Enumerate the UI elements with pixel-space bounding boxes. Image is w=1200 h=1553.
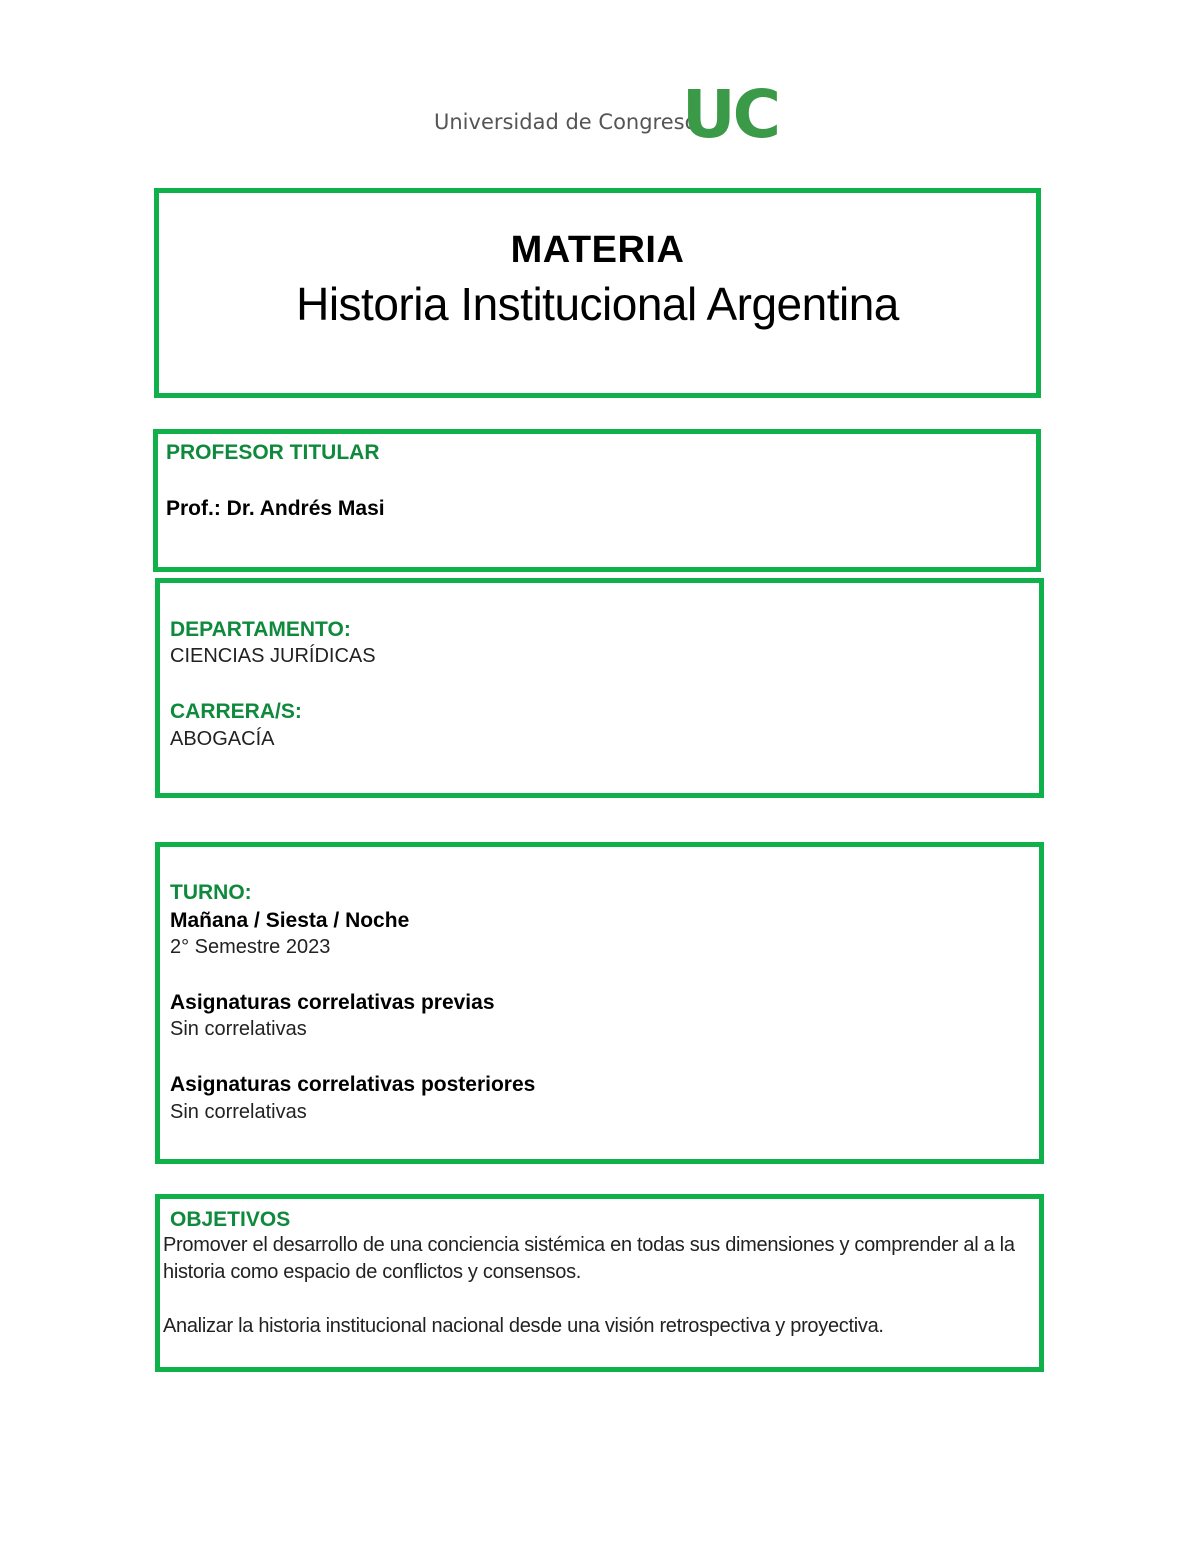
turno-value: Mañana / Siesta / Noche [170, 909, 410, 932]
objetivos-heading: OBJETIVOS [170, 1208, 291, 1231]
posteriores-value: Sin correlativas [170, 1101, 307, 1123]
departamento-value: CIENCIAS JURÍDICAS [170, 645, 376, 667]
materia-label: MATERIA [510, 229, 685, 271]
carrera-value: ABOGACÍA [170, 728, 275, 750]
university-logo [430, 76, 779, 158]
profesor-name: Prof.: Dr. Andrés Masi [166, 497, 385, 520]
posteriores-heading: Asignaturas correlativas posteriores [170, 1073, 536, 1096]
profesor-box [153, 429, 1041, 572]
materia-box [154, 188, 1041, 398]
objetivos-paragraph-2: Analizar la historia institucional nacional desde una visión retrospectiva y proyectiva. [163, 1315, 884, 1337]
materia-title: Historia Institucional Argentina [296, 278, 899, 330]
objetivos-paragraph-1: Promover el desarrollo de una conciencia sistémica en todas sus dimensiones y comprender al a la historia como espacio de conflictos y consensos. [163, 1234, 1015, 1283]
university-name: Universidad de Congreso [434, 110, 698, 134]
previas-value: Sin correlativas [170, 1018, 307, 1040]
departamento-box [155, 578, 1044, 798]
previas-heading: Asignaturas correlativas previas [170, 991, 495, 1014]
profesor-heading: PROFESOR TITULAR [166, 441, 380, 464]
departamento-heading: DEPARTAMENTO: [170, 618, 351, 641]
carrera-heading: CARRERA/S: [170, 700, 302, 723]
university-logo-mark: UC [682, 76, 779, 153]
turno-box [155, 842, 1044, 1164]
objetivos-box [155, 1194, 1044, 1372]
semestre-value: 2° Semestre 2023 [170, 936, 331, 958]
turno-heading: TURNO: [170, 881, 252, 904]
